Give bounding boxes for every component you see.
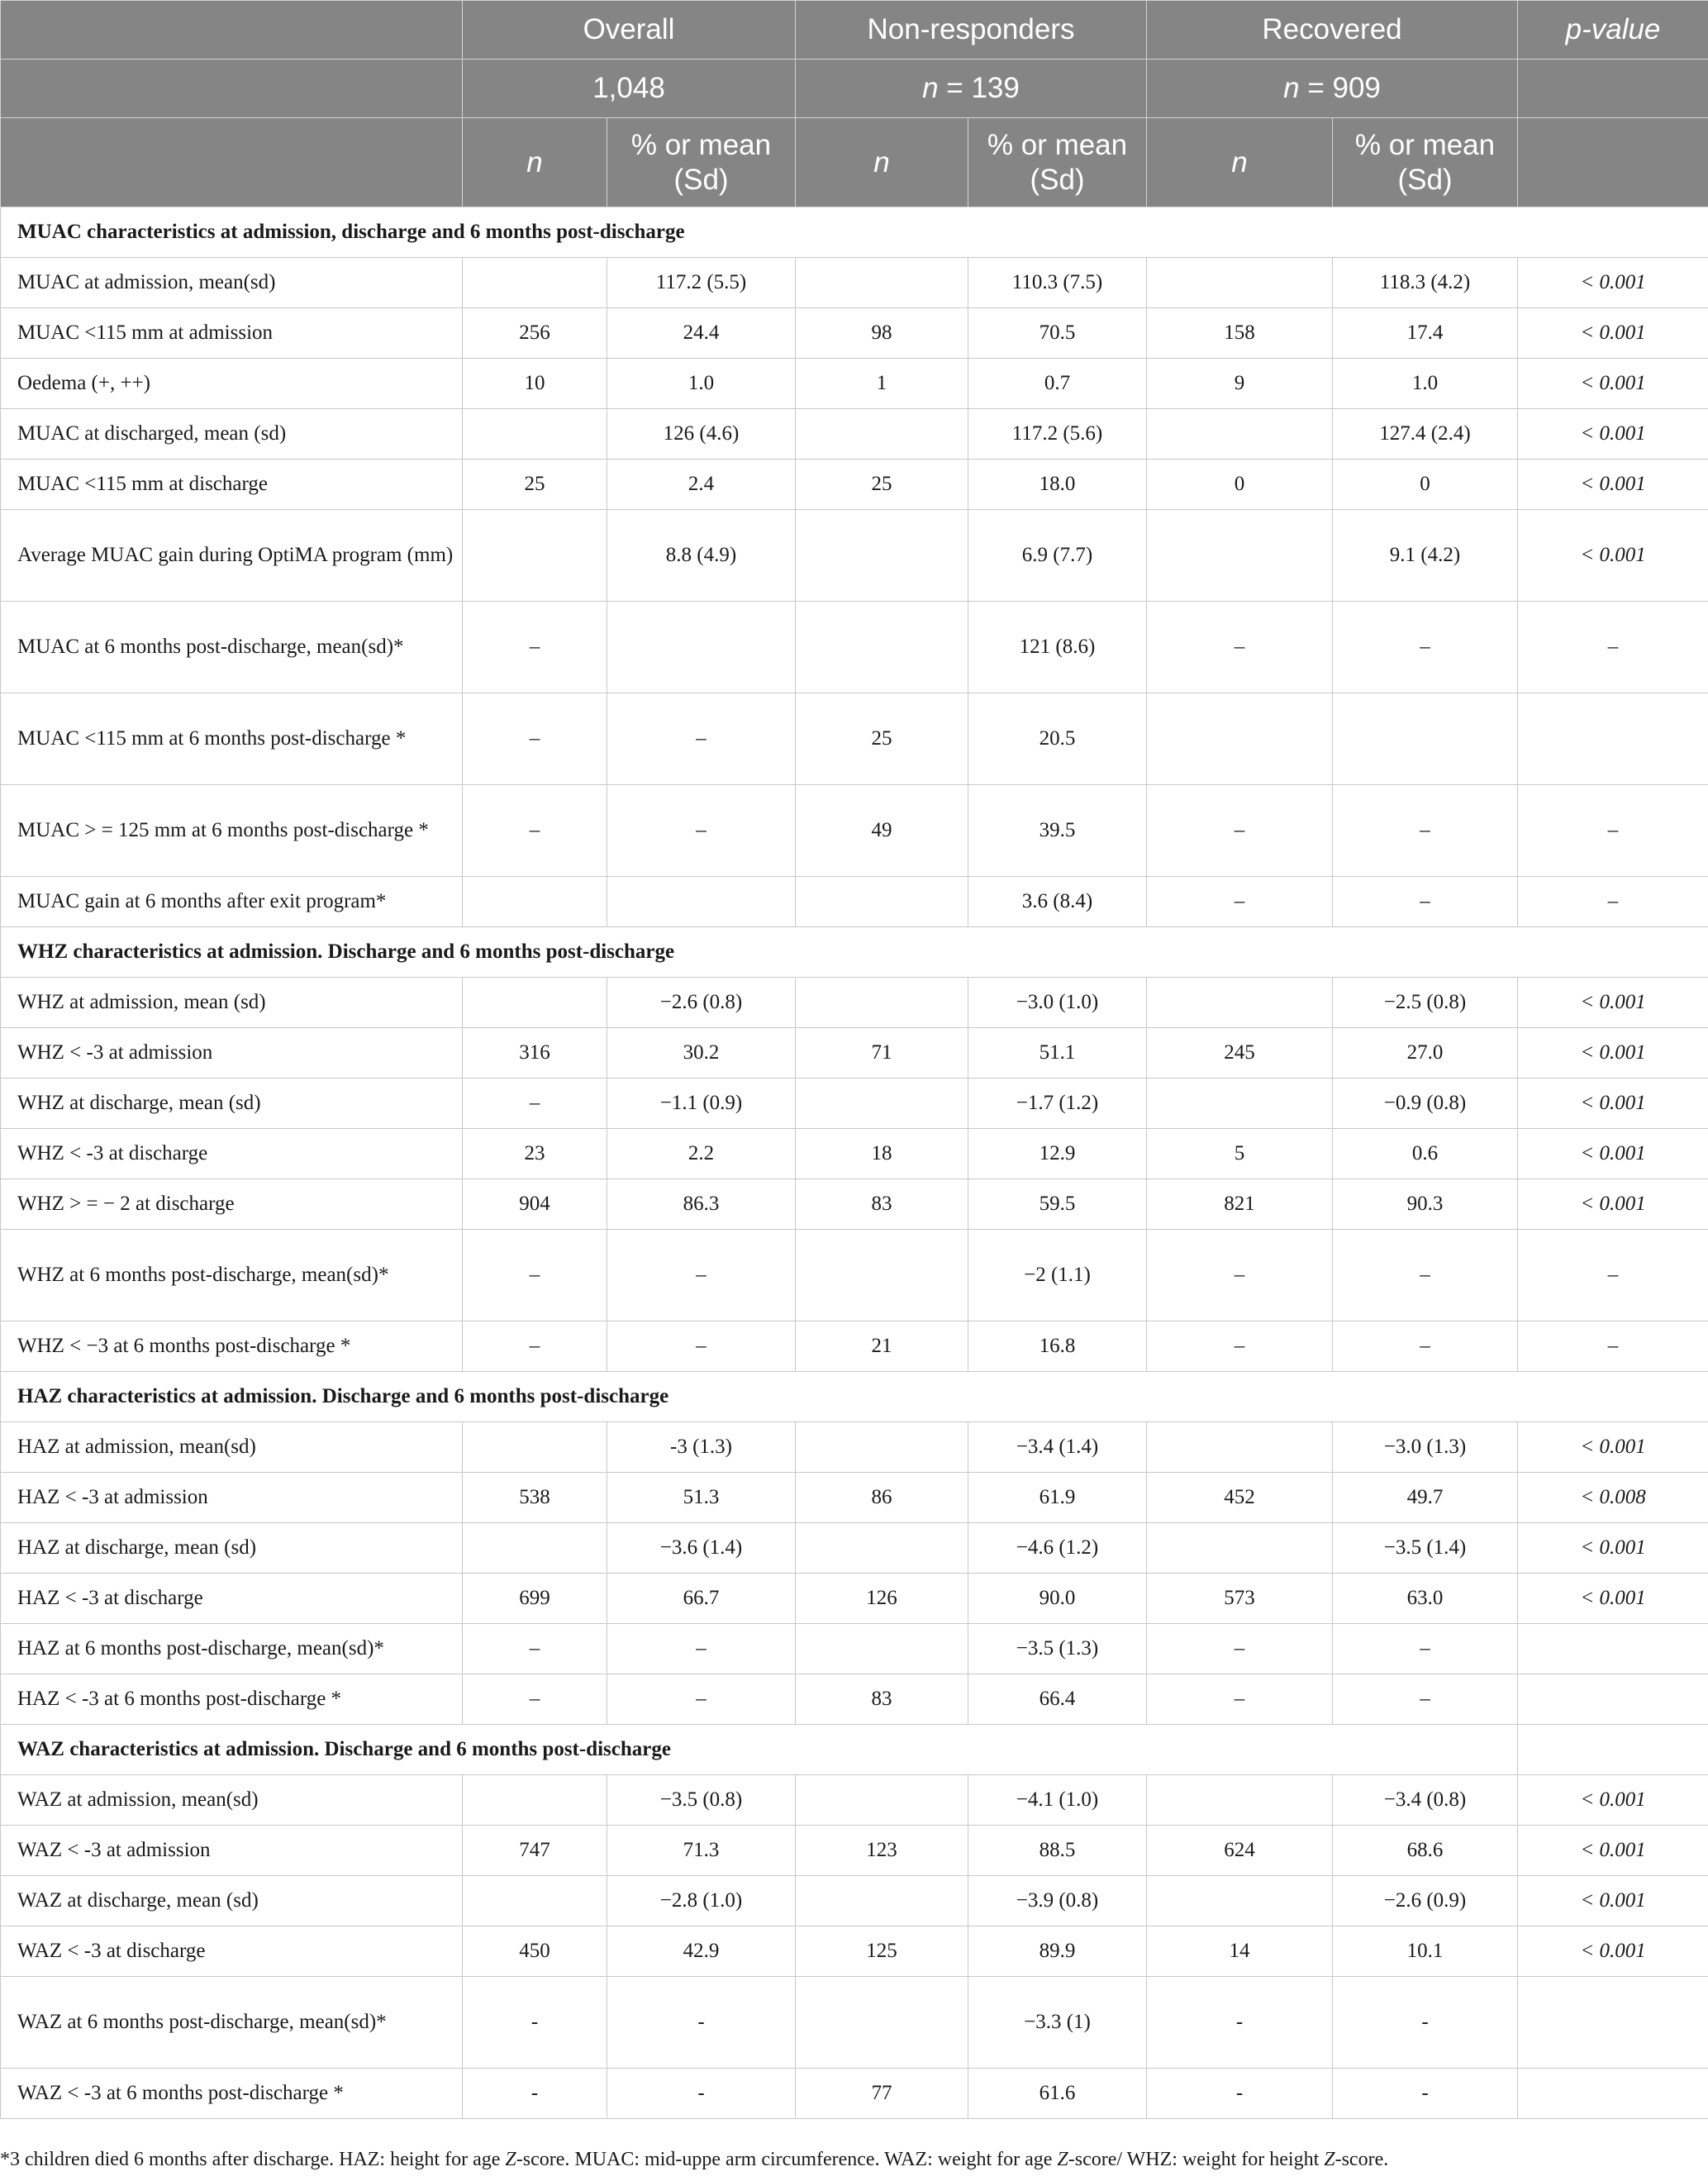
table-cell: – xyxy=(463,1624,607,1674)
table-row xyxy=(1,1926,1708,1977)
table-cell xyxy=(796,1230,968,1321)
table-cell: – xyxy=(1333,877,1518,927)
table-cell: −3.4 (0.8) xyxy=(1333,1775,1518,1826)
table-row xyxy=(1,258,1708,308)
subheader-pct: % or mean (Sd) xyxy=(1333,118,1518,207)
table-cell: 18 xyxy=(796,1129,968,1179)
table-cell xyxy=(463,510,607,602)
table-cell: – xyxy=(607,1230,796,1321)
table-cell: – xyxy=(1333,1321,1518,1372)
table-cell: 16.8 xyxy=(968,1321,1147,1372)
row-label: MUAC <115 mm at 6 months post-discharge * xyxy=(1,693,463,785)
table-cell: – xyxy=(607,1674,796,1725)
table-cell: 77 xyxy=(796,2069,968,2119)
table-cell: – xyxy=(1333,1674,1518,1725)
row-label: HAZ at admission, mean(sd) xyxy=(1,1422,463,1473)
table-row xyxy=(1,460,1708,510)
table-cell: 245 xyxy=(1147,1028,1333,1079)
table-cell: 0.6 xyxy=(1333,1129,1518,1179)
table-cell: - xyxy=(607,2069,796,2119)
table-cell: 61.9 xyxy=(968,1473,1147,1523)
table-cell: 1 xyxy=(796,359,968,409)
row-label: HAZ < -3 at discharge xyxy=(1,1574,463,1624)
table-cell: 20.5 xyxy=(968,693,1147,785)
row-label: HAZ < -3 at 6 months post-discharge * xyxy=(1,1674,463,1725)
row-label: WAZ < -3 at 6 months post-discharge * xyxy=(1,2069,463,2119)
table-cell xyxy=(796,258,968,308)
n-symbol: n xyxy=(922,72,939,104)
row-label: MUAC at 6 months post-discharge, mean(sd)* xyxy=(1,602,463,693)
p-value-cell: < 0.001 xyxy=(1518,1826,1708,1876)
p-value-cell: < 0.001 xyxy=(1518,1574,1708,1624)
p-value-cell: < 0.001 xyxy=(1518,1129,1708,1179)
p-value-cell: < 0.001 xyxy=(1518,1028,1708,1079)
table-cell: 110.3 (7.5) xyxy=(968,258,1147,308)
p-value-cell xyxy=(1518,1674,1708,1725)
table-cell: – xyxy=(463,785,607,877)
row-label: WAZ at 6 months post-discharge, mean(sd)* xyxy=(1,1977,463,2069)
table-cell: −3.6 (1.4) xyxy=(607,1523,796,1574)
table-row xyxy=(1,510,1708,602)
table-cell: - xyxy=(607,1977,796,2069)
table-cell: 1.0 xyxy=(1333,359,1518,409)
table-cell: −3.5 (1.3) xyxy=(968,1624,1147,1674)
table-cell xyxy=(796,510,968,602)
table-cell xyxy=(1147,1876,1333,1926)
row-label: MUAC <115 mm at discharge xyxy=(1,460,463,510)
row-label: MUAC at discharged, mean (sd) xyxy=(1,409,463,460)
row-label: WAZ at admission, mean(sd) xyxy=(1,1775,463,1826)
table-row xyxy=(1,1674,1708,1725)
table-cell xyxy=(607,602,796,693)
table-cell: 66.7 xyxy=(607,1574,796,1624)
table-cell: – xyxy=(463,1079,607,1129)
table-cell xyxy=(1147,1079,1333,1129)
table-cell: 90.3 xyxy=(1333,1179,1518,1230)
table-cell: 68.6 xyxy=(1333,1826,1518,1876)
row-label: WHZ < −3 at 6 months post-discharge * xyxy=(1,1321,463,1372)
table-cell: 39.5 xyxy=(968,785,1147,877)
table-cell xyxy=(1147,258,1333,308)
table-cell: −3.0 (1.0) xyxy=(968,978,1147,1028)
table-cell: - xyxy=(1147,1977,1333,2069)
p-value-cell: < 0.001 xyxy=(1518,1422,1708,1473)
table-cell: 821 xyxy=(1147,1179,1333,1230)
header-corner xyxy=(1,60,463,118)
table-cell: 21 xyxy=(796,1321,968,1372)
table-cell: 10.1 xyxy=(1333,1926,1518,1977)
table-cell: 61.6 xyxy=(968,2069,1147,2119)
table-row xyxy=(1,1473,1708,1523)
p-value-cell: – xyxy=(1518,602,1708,693)
table-cell xyxy=(463,877,607,927)
table-row xyxy=(1,693,1708,785)
table-cell: −2 (1.1) xyxy=(968,1230,1147,1321)
table-cell xyxy=(1147,1422,1333,1473)
table-cell: 23 xyxy=(463,1129,607,1179)
table-cell: −1.1 (0.9) xyxy=(607,1079,796,1129)
subheader-n: n xyxy=(1147,118,1333,207)
table-row xyxy=(1,1422,1708,1473)
z-symbol: Z xyxy=(1324,2149,1335,2170)
section-blank-cell xyxy=(1518,1725,1708,1775)
table-cell: - xyxy=(463,1977,607,2069)
table-cell: 699 xyxy=(463,1574,607,1624)
table-cell: 66.4 xyxy=(968,1674,1147,1725)
table-cell: – xyxy=(1333,785,1518,877)
row-label: HAZ < -3 at admission xyxy=(1,1473,463,1523)
table-cell: 624 xyxy=(1147,1826,1333,1876)
table-cell: 118.3 (4.2) xyxy=(1333,258,1518,308)
row-label: MUAC gain at 6 months after exit program* xyxy=(1,877,463,927)
table-cell: −4.6 (1.2) xyxy=(968,1523,1147,1574)
section-header-row xyxy=(1,1725,1708,1775)
row-label: Oedema (+, ++) xyxy=(1,359,463,409)
table-row xyxy=(1,1574,1708,1624)
table-cell: 8.8 (4.9) xyxy=(607,510,796,602)
row-label: WHZ at discharge, mean (sd) xyxy=(1,1079,463,1129)
table-row xyxy=(1,359,1708,409)
p-value-cell: < 0.001 xyxy=(1518,1876,1708,1926)
subheader-n: n xyxy=(796,118,968,207)
table-cell: 86.3 xyxy=(607,1179,796,1230)
table-cell: 9 xyxy=(1147,359,1333,409)
table-cell: −2.5 (0.8) xyxy=(1333,978,1518,1028)
table-cell: – xyxy=(1147,602,1333,693)
table-cell xyxy=(796,1876,968,1926)
header-blank xyxy=(1518,118,1708,207)
table-cell: 6.9 (7.7) xyxy=(968,510,1147,602)
p-value-cell: – xyxy=(1518,877,1708,927)
table-cell: −4.1 (1.0) xyxy=(968,1775,1147,1826)
table-cell: – xyxy=(1147,1674,1333,1725)
p-value-cell: < 0.008 xyxy=(1518,1473,1708,1523)
p-value-cell: < 0.001 xyxy=(1518,1523,1708,1574)
table-cell: −3.5 (1.4) xyxy=(1333,1523,1518,1574)
table-cell: - xyxy=(1333,1977,1518,2069)
p-value-cell: < 0.001 xyxy=(1518,510,1708,602)
table-cell: 24.4 xyxy=(607,308,796,359)
table-cell: −2.6 (0.9) xyxy=(1333,1876,1518,1926)
table-cell: – xyxy=(1333,1624,1518,1674)
table-cell xyxy=(463,409,607,460)
table-cell: 14 xyxy=(1147,1926,1333,1977)
header-p-value: p-value xyxy=(1518,1,1708,60)
table-cell: 3.6 (8.4) xyxy=(968,877,1147,927)
section-header-row xyxy=(1,927,1708,978)
table-cell: 126 (4.6) xyxy=(607,409,796,460)
table-row xyxy=(1,1876,1708,1926)
table-cell: 51.1 xyxy=(968,1028,1147,1079)
table-cell: 538 xyxy=(463,1473,607,1523)
table-cell xyxy=(463,258,607,308)
table-cell: - xyxy=(1147,2069,1333,2119)
table-cell: – xyxy=(607,785,796,877)
header-non-responders: Non-responders xyxy=(796,1,1147,60)
row-label: WHZ < -3 at discharge xyxy=(1,1129,463,1179)
table-cell: 83 xyxy=(796,1179,968,1230)
table-cell: 158 xyxy=(1147,308,1333,359)
subheader-n: n xyxy=(463,118,607,207)
table-cell: −3.0 (1.3) xyxy=(1333,1422,1518,1473)
table-cell: 10 xyxy=(463,359,607,409)
table-cell: – xyxy=(1333,1230,1518,1321)
table-cell: 30.2 xyxy=(607,1028,796,1079)
table-row xyxy=(1,1523,1708,1574)
table-cell: 125 xyxy=(796,1926,968,1977)
table-cell: 2.4 xyxy=(607,460,796,510)
n-symbol: n xyxy=(1283,72,1300,104)
table-row xyxy=(1,409,1708,460)
table-cell: – xyxy=(463,1230,607,1321)
table-cell xyxy=(463,978,607,1028)
table-row xyxy=(1,1129,1708,1179)
section-header-row xyxy=(1,207,1708,258)
table-cell: 90.0 xyxy=(968,1574,1147,1624)
table-cell: -3 (1.3) xyxy=(607,1422,796,1473)
table-cell: 9.1 (4.2) xyxy=(1333,510,1518,602)
table-cell: 18.0 xyxy=(968,460,1147,510)
row-label: WHZ at admission, mean (sd) xyxy=(1,978,463,1028)
table-cell: 98 xyxy=(796,308,968,359)
table-cell: 27.0 xyxy=(1333,1028,1518,1079)
table-cell: – xyxy=(463,1321,607,1372)
table-cell xyxy=(796,1422,968,1473)
row-label: MUAC at admission, mean(sd) xyxy=(1,258,463,308)
table-cell: 904 xyxy=(463,1179,607,1230)
table-cell xyxy=(796,877,968,927)
table-cell xyxy=(1147,409,1333,460)
table-cell: 123 xyxy=(796,1826,968,1876)
section-title: HAZ characteristics at admission. Discharge and 6 months post-discharge xyxy=(1,1372,1708,1422)
subheader-pct: % or mean (Sd) xyxy=(968,118,1147,207)
table-row xyxy=(1,1775,1708,1826)
table-cell xyxy=(1147,978,1333,1028)
table-row xyxy=(1,2069,1708,2119)
table-footnote: *3 children died 6 months after discharge. HAZ: height for age Z-score. MUAC: mid-uppe arm circumference. WAZ: weight for age Z-score/ WHZ: weight for height Z-score. xyxy=(0,2149,1389,2170)
p-value-cell: – xyxy=(1518,785,1708,877)
table-row xyxy=(1,1079,1708,1129)
table-cell: 88.5 xyxy=(968,1826,1147,1876)
table-cell: 42.9 xyxy=(607,1926,796,1977)
header-recovered: Recovered xyxy=(1147,1,1518,60)
table-row xyxy=(1,785,1708,877)
table-cell: 71.3 xyxy=(607,1826,796,1876)
row-label: Average MUAC gain during OptiMA program (mm) xyxy=(1,510,463,602)
table-cell: 117.2 (5.6) xyxy=(968,409,1147,460)
row-label: WHZ < -3 at admission xyxy=(1,1028,463,1079)
table-cell: 0.7 xyxy=(968,359,1147,409)
p-value-cell: – xyxy=(1518,1321,1708,1372)
table-cell xyxy=(796,602,968,693)
table-cell: 17.4 xyxy=(1333,308,1518,359)
row-label: WHZ > = − 2 at discharge xyxy=(1,1179,463,1230)
p-value-cell: < 0.001 xyxy=(1518,359,1708,409)
p-value-cell: – xyxy=(1518,1230,1708,1321)
table-cell xyxy=(1333,693,1518,785)
table-cell xyxy=(463,1775,607,1826)
table-cell: – xyxy=(607,693,796,785)
z-symbol: Z xyxy=(1057,2149,1068,2170)
table-cell xyxy=(796,1079,968,1129)
table-cell: – xyxy=(607,1321,796,1372)
table-cell: 573 xyxy=(1147,1574,1333,1624)
p-value-cell xyxy=(1518,1977,1708,2069)
table-cell: 49 xyxy=(796,785,968,877)
table-cell xyxy=(796,1624,968,1674)
table-cell: – xyxy=(1147,1624,1333,1674)
table-cell: 25 xyxy=(463,460,607,510)
table-cell: 452 xyxy=(1147,1473,1333,1523)
table-cell: – xyxy=(463,693,607,785)
row-label: HAZ at 6 months post-discharge, mean(sd)* xyxy=(1,1624,463,1674)
p-value-cell xyxy=(1518,2069,1708,2119)
header-count-overall: 1,048 xyxy=(463,60,796,118)
table-row xyxy=(1,877,1708,927)
p-value-cell: < 0.001 xyxy=(1518,1179,1708,1230)
row-label: MUAC <115 mm at admission xyxy=(1,308,463,359)
table-cell: – xyxy=(1147,1321,1333,1372)
table-cell: – xyxy=(1147,877,1333,927)
table-cell: 12.9 xyxy=(968,1129,1147,1179)
section-title: WHZ characteristics at admission. Discharge and 6 months post-discharge xyxy=(1,927,1708,978)
table-cell: −3.4 (1.4) xyxy=(968,1422,1147,1473)
table-cell xyxy=(796,1523,968,1574)
section-title: MUAC characteristics at admission, discharge and 6 months post-discharge xyxy=(1,207,1708,258)
table-cell: 83 xyxy=(796,1674,968,1725)
table-cell: - xyxy=(463,2069,607,2119)
table-cell: 450 xyxy=(463,1926,607,1977)
table-cell: 51.3 xyxy=(607,1473,796,1523)
table-row xyxy=(1,1321,1708,1372)
p-value-cell: < 0.001 xyxy=(1518,978,1708,1028)
z-symbol: Z xyxy=(505,2149,516,2170)
header-corner xyxy=(1,1,463,60)
table-row xyxy=(1,1624,1708,1674)
row-label: WHZ at 6 months post-discharge, mean(sd)* xyxy=(1,1230,463,1321)
table-cell xyxy=(463,1876,607,1926)
table-cell: −3.9 (0.8) xyxy=(968,1876,1147,1926)
header-blank xyxy=(1518,60,1708,118)
table-cell: −3.3 (1) xyxy=(968,1977,1147,2069)
table-cell: 747 xyxy=(463,1826,607,1876)
section-title: WAZ characteristics at admission. Discharge and 6 months post-discharge xyxy=(1,1725,1518,1775)
table-row xyxy=(1,1179,1708,1230)
table-cell: 5 xyxy=(1147,1129,1333,1179)
table-row xyxy=(1,308,1708,359)
table-cell: 86 xyxy=(796,1473,968,1523)
table-cell xyxy=(607,877,796,927)
table-cell: 70.5 xyxy=(968,308,1147,359)
table-cell xyxy=(796,409,968,460)
p-value-cell: < 0.001 xyxy=(1518,308,1708,359)
table-cell: 71 xyxy=(796,1028,968,1079)
table-cell xyxy=(463,1523,607,1574)
subheader-pct: % or mean (Sd) xyxy=(607,118,796,207)
table-cell: 127.4 (2.4) xyxy=(1333,409,1518,460)
table-cell: – xyxy=(463,602,607,693)
p-value-cell: < 0.001 xyxy=(1518,409,1708,460)
table-cell: 1.0 xyxy=(607,359,796,409)
p-value-cell xyxy=(1518,693,1708,785)
table-cell xyxy=(1147,693,1333,785)
table-row xyxy=(1,978,1708,1028)
table-cell: 126 xyxy=(796,1574,968,1624)
p-value-cell: < 0.001 xyxy=(1518,1775,1708,1826)
table-row xyxy=(1,1028,1708,1079)
table-cell: 89.9 xyxy=(968,1926,1147,1977)
table-cell: 117.2 (5.5) xyxy=(607,258,796,308)
table-cell: 256 xyxy=(463,308,607,359)
table-cell: – xyxy=(1147,785,1333,877)
table-cell: 316 xyxy=(463,1028,607,1079)
table-cell: −2.8 (1.0) xyxy=(607,1876,796,1926)
table-cell: 121 (8.6) xyxy=(968,602,1147,693)
table-cell: – xyxy=(607,1624,796,1674)
table-cell: −0.9 (0.8) xyxy=(1333,1079,1518,1129)
table-cell xyxy=(796,978,968,1028)
table-cell xyxy=(1147,1775,1333,1826)
table-cell: −1.7 (1.2) xyxy=(968,1079,1147,1129)
row-label: WAZ < -3 at admission xyxy=(1,1826,463,1876)
table-header xyxy=(1,1,1708,207)
table-cell: – xyxy=(1147,1230,1333,1321)
table-cell: 25 xyxy=(796,460,968,510)
table-cell: 63.0 xyxy=(1333,1574,1518,1624)
row-label: HAZ at discharge, mean (sd) xyxy=(1,1523,463,1574)
row-label: WAZ < -3 at discharge xyxy=(1,1926,463,1977)
row-label: WAZ at discharge, mean (sd) xyxy=(1,1876,463,1926)
header-corner xyxy=(1,118,463,207)
table-row xyxy=(1,1230,1708,1321)
table-cell xyxy=(1147,1523,1333,1574)
table-cell xyxy=(463,1422,607,1473)
p-value-cell: < 0.001 xyxy=(1518,460,1708,510)
table-row xyxy=(1,1977,1708,2069)
table-cell: – xyxy=(1333,602,1518,693)
section-header-row xyxy=(1,1372,1708,1422)
p-value-cell: < 0.001 xyxy=(1518,258,1708,308)
header-overall: Overall xyxy=(463,1,796,60)
header-count-recovered: n = 909 xyxy=(1147,60,1518,118)
table-row xyxy=(1,602,1708,693)
p-value-cell xyxy=(1518,1624,1708,1674)
table-cell: −2.6 (0.8) xyxy=(607,978,796,1028)
table-cell: - xyxy=(1333,2069,1518,2119)
table-row xyxy=(1,1826,1708,1876)
table-cell: 2.2 xyxy=(607,1129,796,1179)
table-cell xyxy=(796,1977,968,2069)
table-cell: 59.5 xyxy=(968,1179,1147,1230)
table-cell: 0 xyxy=(1333,460,1518,510)
table-cell: – xyxy=(463,1674,607,1725)
table-cell xyxy=(1147,510,1333,602)
table-cell: −3.5 (0.8) xyxy=(607,1775,796,1826)
table-cell xyxy=(796,1775,968,1826)
p-value-cell: < 0.001 xyxy=(1518,1079,1708,1129)
table-cell: 49.7 xyxy=(1333,1473,1518,1523)
table-cell: 25 xyxy=(796,693,968,785)
header-count-non-responders: n = 139 xyxy=(796,60,1147,118)
p-value-cell: < 0.001 xyxy=(1518,1926,1708,1977)
row-label: MUAC > = 125 mm at 6 months post-discharge * xyxy=(1,785,463,877)
table-body xyxy=(1,207,1708,2119)
table-cell: 0 xyxy=(1147,460,1333,510)
